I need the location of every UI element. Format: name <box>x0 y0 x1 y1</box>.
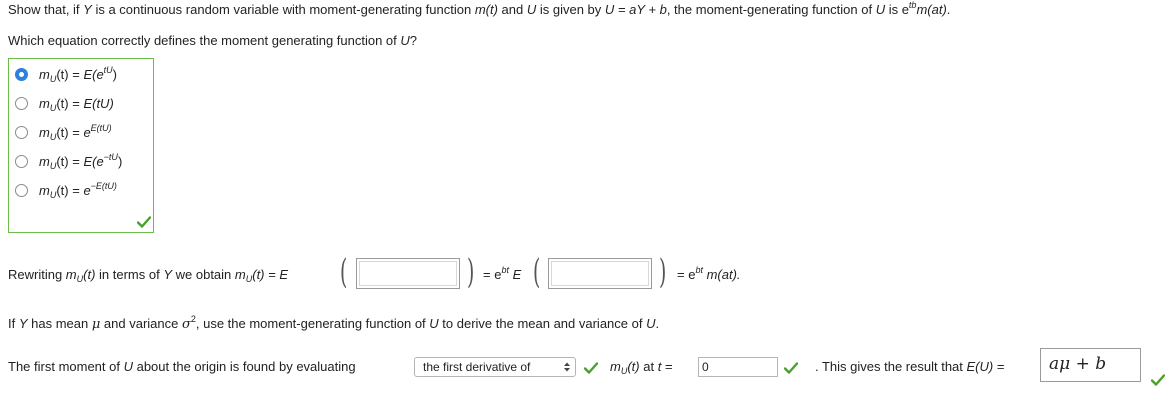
right-paren-2: ) <box>658 252 667 292</box>
mean-variance-text: If Y has mean μ and variance $\sigma^2$, use the moment-generating function of U to derive the mean and variance of U. <box>8 314 660 332</box>
choice-5[interactable] <box>15 180 117 200</box>
radio-icon[interactable] <box>15 126 28 139</box>
check-icon <box>137 216 151 228</box>
choice-2[interactable] <box>15 93 114 113</box>
rewrite-end: = $e^{bt}$ m(at). <box>677 265 741 282</box>
radio-icon[interactable] <box>15 184 28 197</box>
left-paren-1: ( <box>339 252 348 292</box>
choice-3[interactable] <box>15 122 112 142</box>
t-value-input[interactable]: 0 <box>698 357 778 377</box>
question-text: Which equation correctly defines the moment generating function of U? <box>8 33 418 48</box>
dropdown-arrows-icon <box>563 361 571 373</box>
left-paren-2: ( <box>532 252 541 292</box>
blank-input-2[interactable] <box>548 258 652 289</box>
radio-icon[interactable] <box>15 97 28 110</box>
result-text: . This gives the result that E(U) = <box>815 359 1005 374</box>
choice-1-label: $m_U(t) = E(e^{tU})$ <box>39 64 118 84</box>
right-paren-1: ) <box>466 252 475 292</box>
answer-choices-box <box>8 58 154 233</box>
check-icon <box>584 362 598 374</box>
choice-3-label: $m_U(t) = e^{E(tU)}$ <box>39 122 112 142</box>
radio-icon[interactable] <box>15 155 28 168</box>
check-icon <box>784 362 798 374</box>
check-icon <box>1151 374 1165 386</box>
choice-4[interactable] <box>15 151 122 171</box>
blank-input-1[interactable] <box>356 258 460 289</box>
problem-statement: Show that, if Y is a continuous random variable with moment-generating function m(t) and U is given by U = aY + b, the moment-generating function of U is $e^{tb}m(at)$. <box>8 0 951 17</box>
choice-1[interactable] <box>15 64 117 84</box>
derivative-dropdown[interactable]: the first derivative of <box>414 357 576 377</box>
choice-2-label: $m_U(t) = E(tU)$ <box>39 95 114 113</box>
choice-5-label: $m_U(t) = e^{-E(tU)}$ <box>39 180 117 200</box>
rewrite-lead: Rewriting $m_U(t)$ in terms of Y we obtain $m_U(t) = E$ <box>8 267 288 284</box>
mu-at-t-text: $m_U(t)$ at t = <box>610 359 673 376</box>
first-moment-text: The first moment of U about the origin is found by evaluating <box>8 359 356 374</box>
rewrite-middle: = $e^{bt}$ E <box>483 265 522 282</box>
radio-selected-icon[interactable] <box>15 68 28 81</box>
choice-4-label: $m_U(t) = E(e^{-tU})$ <box>39 151 123 171</box>
mean-answer-input[interactable]: aμ + b <box>1040 348 1141 382</box>
